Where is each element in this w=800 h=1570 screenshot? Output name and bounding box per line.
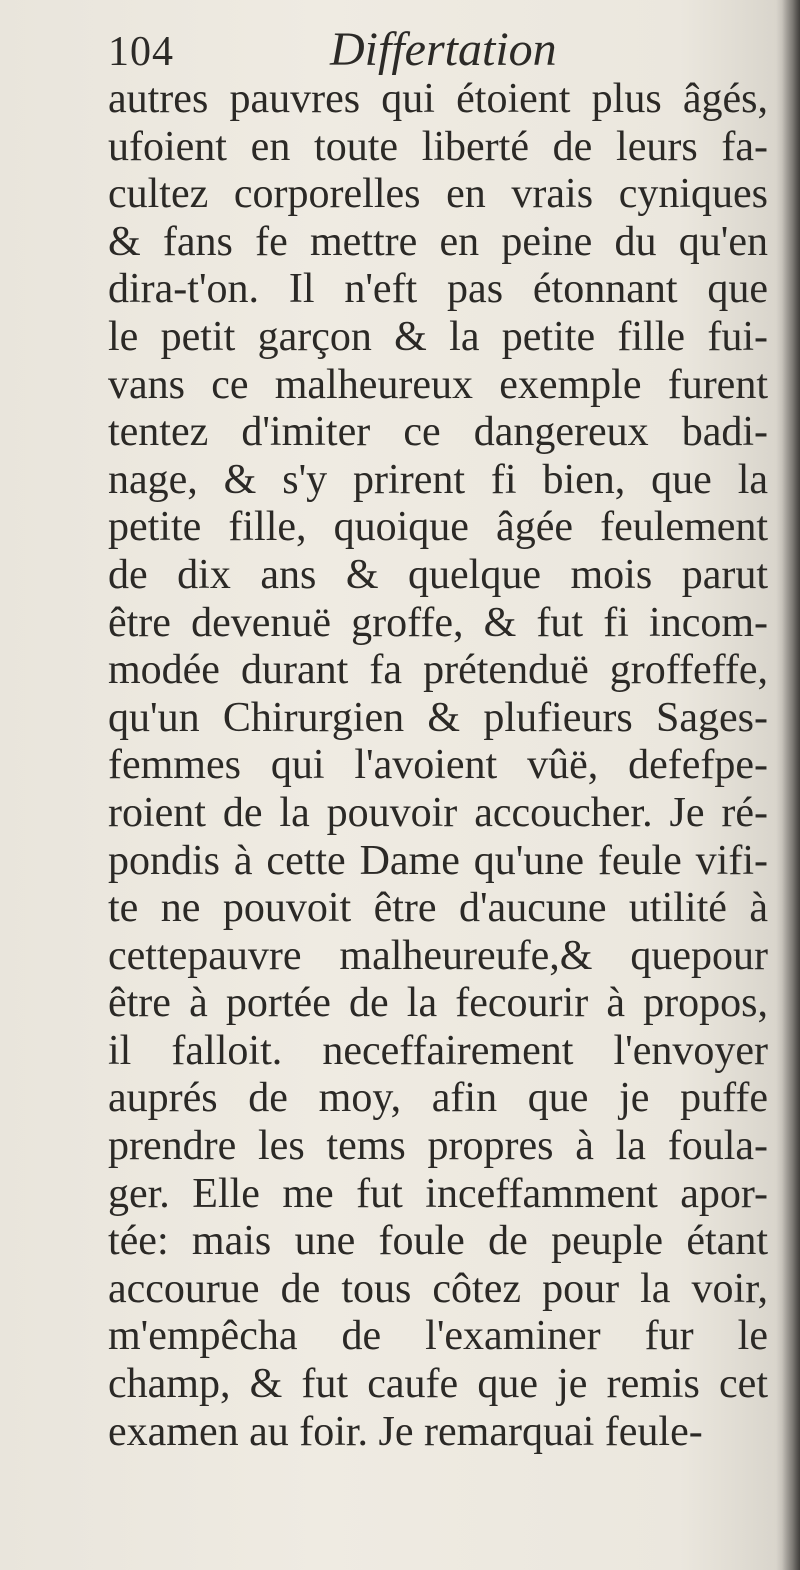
text-line: & fans fe mettre en peine du qu'en	[108, 218, 768, 265]
text-line: examen au foir. Je remarquai feule-	[108, 1408, 703, 1455]
text-line: petite fille, quoique âgée feulement	[108, 504, 768, 551]
body-text	[108, 76, 768, 1456]
text-line: cultez corporelles en vrais cyniques	[108, 171, 768, 218]
page-header	[108, 22, 748, 78]
text-line: tée: mais une foule de peuple étant	[108, 1218, 768, 1265]
text-line: champ, & fut caufe que je remis cet	[108, 1361, 768, 1408]
text-line: te ne pouvoit être d'aucune utilité à	[108, 885, 768, 932]
page-edge-shadow	[782, 0, 800, 1570]
text-line: femmes qui l'avoient vûë, defefpe-	[108, 742, 768, 789]
text-line: accourue de tous côtez pour la voir,	[108, 1265, 768, 1312]
text-line: roient de la pouvoir accoucher. Je ré-	[108, 789, 768, 836]
text-line: tentez d'imiter ce dangereux badi-	[108, 409, 768, 456]
text-line: ufoient en toute liberté de leurs fa-	[108, 123, 768, 170]
text-line: auprés de moy, afin que je puffe	[108, 1075, 768, 1122]
page-number: 104	[108, 29, 174, 75]
text-line: vans ce malheureux exemple furent	[108, 361, 768, 408]
running-title: Differtation	[330, 23, 557, 76]
text-line: être à portée de la fecourir à propos,	[108, 980, 768, 1027]
text-line: modée durant fa prétenduë groffeffe,	[108, 647, 768, 694]
text-line: pondis à cette Dame qu'une feule vifi-	[108, 837, 768, 884]
text-line: nage, & s'y prirent fi bien, que la	[108, 456, 768, 503]
text-line: de dix ans & quelque mois parut	[108, 551, 768, 598]
text-line: le petit garçon & la petite fille fui-	[108, 313, 768, 360]
text-line: m'empêcha de l'examiner fur le	[108, 1313, 768, 1360]
text-line: dira-t'on. Il n'eft pas étonnant que	[108, 266, 768, 313]
text-line: qu'un Chirurgien & plufieurs Sages-	[108, 694, 768, 741]
text-line: cettepauvre malheureufe,& quepour	[108, 932, 768, 979]
text-line: il falloit. neceffairement l'envoyer	[108, 1027, 768, 1074]
text-line: autres pauvres qui étoient plus âgés,	[108, 76, 768, 122]
text-line: prendre les tems propres à la foula-	[108, 1123, 768, 1170]
text-line: ger. Elle me fut inceffamment apor-	[108, 1170, 768, 1217]
text-line: être devenuë groffe, & fut fi incom-	[108, 599, 768, 646]
